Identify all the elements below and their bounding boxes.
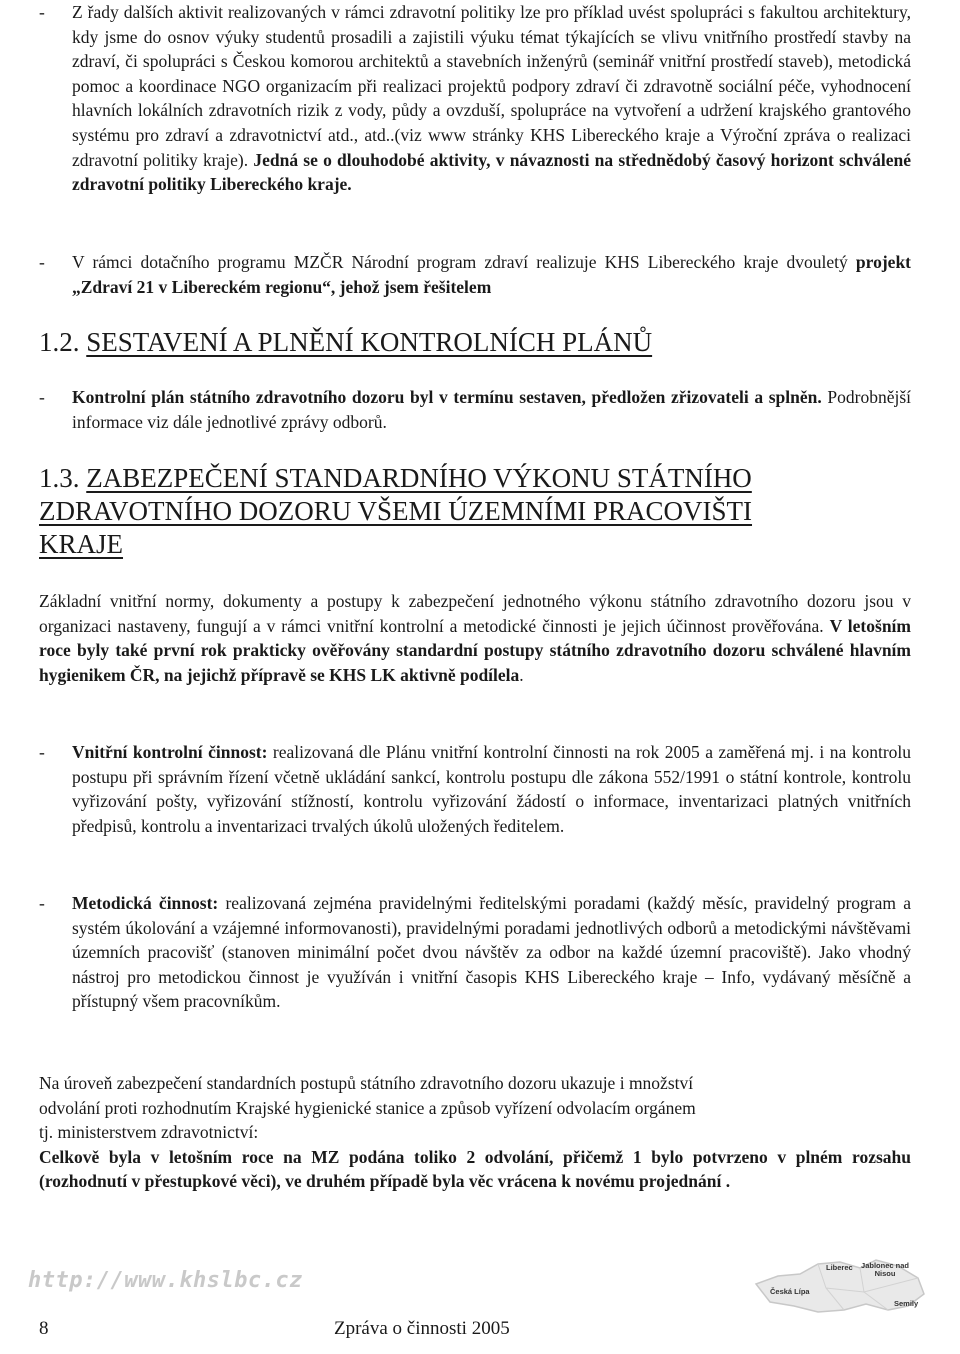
bullet-bold-text: Vnitřní kontrolní činnost:	[72, 742, 268, 762]
bullet-plain-text: Z řady dalších aktivit realizovaných v rámci zdravotní politiky lze pro příklad uvést spolupráci s fakultou architektury, kdy jsme do osnov výuky studentů prosadili a zajistili výuku témat týkajících se vlivu vnitřního prostředí stavby na zdraví, či spolupráci s Českou komorou architektů a stavebních inženýrů (seminář vnitřní prostředí staveb), metodická pomoc a koordinace NGO organizacím při realizaci projektů podpory zdraví či zdravotně sociální péče, vyhodnocení hlavních lokálních zdravotních rizik z vody, půdy a ovzduší, spolupráce na vytvoření a udržení krajského grantového systému pro zdraví a zdravotnictví atd., atd..(viz www stránky KHS Libereckého kraje a Výroční zpráva o realizaci zdravotní politiky kraje).	[72, 2, 911, 170]
bullet-bold-text: Metodická činnost:	[72, 893, 219, 913]
map-label-liberec: Liberec	[826, 1263, 853, 1272]
paragraph-line: odvolání proti rozhodnutím Krajské hygienické stanice a způsob vyřízení odvolacím orgánem	[39, 1097, 696, 1118]
section-title-line3: KRAJE	[39, 529, 124, 559]
bullet-plain-text: realizovaná dle Plánu vnitřní kontrolní činnosti na rok 2005 a zaměřená mj. i na kontrolu postupu při správním řízení včetně ukládání sankcí, kontrolu postupu dle zákona 552/1991 o státní kontrole, kontrolu vyřizování pošty, vyřizování stížností, kontrolu vyřizování žádostí o informace, inventarizaci platných vnitřních předpisů, kontrolu a inventarizaci trvalých úkolů uložených ředitelem.	[72, 742, 912, 836]
bullet-plain-text: realizovaná zejména pravidelnými ředitelskými poradami (každý měsíc, pravidelný program a systém úkolování a vzájemné informovanosti), pravidelnými poradami jednotlivých odborů a metodickými návštěvami územních pracovišť (stanoven minimální počet dvou návštěv za odbor na každé územní pracoviště). Jako vhodný nástroj pro metodickou činnost je využíván i vnitřní časopis KHS Libereckého kraje – Info, vydávaný měsíčně a přístupný všem pracovníkům.	[72, 893, 911, 1012]
section-heading-1-2	[39, 326, 652, 359]
bullet-text	[72, 740, 911, 838]
paragraph-bold-text: V letošním roce byly také první rok prakticky ověřovány standardní postupy státního zdravotního dozoru schválené hlavním hygienikem ČR, na jejichž přípravě se KHS LK aktivně podílela	[39, 615, 911, 685]
bullet-bold-text: projekt „Zdraví 21 v Libereckém regionu“, jehož jsem řešitelem	[72, 252, 912, 297]
bullet-item-internal-control	[39, 740, 911, 838]
bullet-text	[72, 891, 911, 1014]
map-label-ceska-lipa: Česká Lípa	[770, 1287, 810, 1296]
bullet-text	[72, 0, 911, 197]
bullet-plain-text: V rámci dotačního programu MZČR Národní program zdraví realizuje KHS Libereckého kraje dvouletý	[72, 252, 848, 272]
section-number: 1.3.	[39, 463, 80, 493]
section-title: SESTAVENÍ A PLNĚNÍ KONTROLNÍCH PLÁNŮ	[86, 327, 653, 357]
list-dash: -	[39, 742, 45, 762]
section-number: 1.2.	[39, 327, 80, 357]
list-dash: -	[39, 387, 45, 407]
paragraph-bold-text: Celkově byla v letošním roce na MZ podána toliko 2 odvolání, přičemž 1 bylo potvrzeno v plném rozsahu (rozhodnutí v přestupkové věci), ve druhém případě byla věc vrácena k novému projednání .	[39, 1146, 911, 1192]
paragraph-line: tj. ministerstvem zdravotnictví:	[39, 1122, 259, 1143]
page-number: 8	[39, 1318, 49, 1339]
section-title-line2: ZDRAVOTNÍHO DOZORU VŠEMI ÚZEMNÍMI PRACOVIŠTI	[39, 496, 753, 526]
bullet-item-control-plan	[39, 385, 911, 434]
paragraph-appeals	[39, 1071, 911, 1194]
bullet-bold-text: Kontrolní plán státního zdravotního dozoru byl v termínu sestaven, předložen zřizovateli a splněn.	[72, 387, 822, 407]
section-title-line1: ZABEZPEČENÍ STANDARDNÍHO VÝKONU STÁTNÍHO	[86, 463, 752, 493]
footer-url-watermark: http://www.khslbc.cz	[28, 1268, 303, 1293]
list-dash: -	[39, 252, 45, 272]
paragraph-internal-norms	[39, 589, 911, 687]
bullet-plain-text: Podrobnější informace viz dále jednotlivé zprávy odborů.	[72, 387, 912, 432]
bullet-text	[72, 250, 911, 299]
region-map-logo	[748, 1254, 938, 1318]
footer-title: Zpráva o činnosti 2005	[334, 1318, 510, 1339]
map-label-semily: Semily	[894, 1299, 919, 1308]
bullet-item-activities	[39, 0, 911, 197]
list-dash: -	[39, 893, 45, 913]
bullet-item-methodical	[39, 891, 911, 1014]
paragraph-line: Na úroveň zabezpečení standardních postupů státního zdravotního dozoru ukazuje i množství	[39, 1073, 694, 1093]
bullet-text	[72, 385, 911, 434]
paragraph-period: .	[519, 664, 524, 685]
bullet-item-program	[39, 250, 911, 299]
list-dash: -	[39, 2, 45, 22]
section-heading-1-3	[39, 462, 752, 561]
bullet-bold-text: Jedná se o dlouhodobé aktivity, v návaznosti na střednědobý časový horizont schválené zdravotní politiky Libereckého kraje.	[72, 149, 912, 195]
map-label-jablonec: Jablonec nad Nisou	[861, 1261, 909, 1278]
paragraph-plain-text: Základní vnitřní normy, dokumenty a postupy k zabezpečení jednotného výkonu státního zdravotního dozoru jsou v organizaci nastaveny, fungují a v rámci vnitřní kontrolní a metodické činnosti je jejich účinnost prověřována.	[39, 591, 911, 636]
